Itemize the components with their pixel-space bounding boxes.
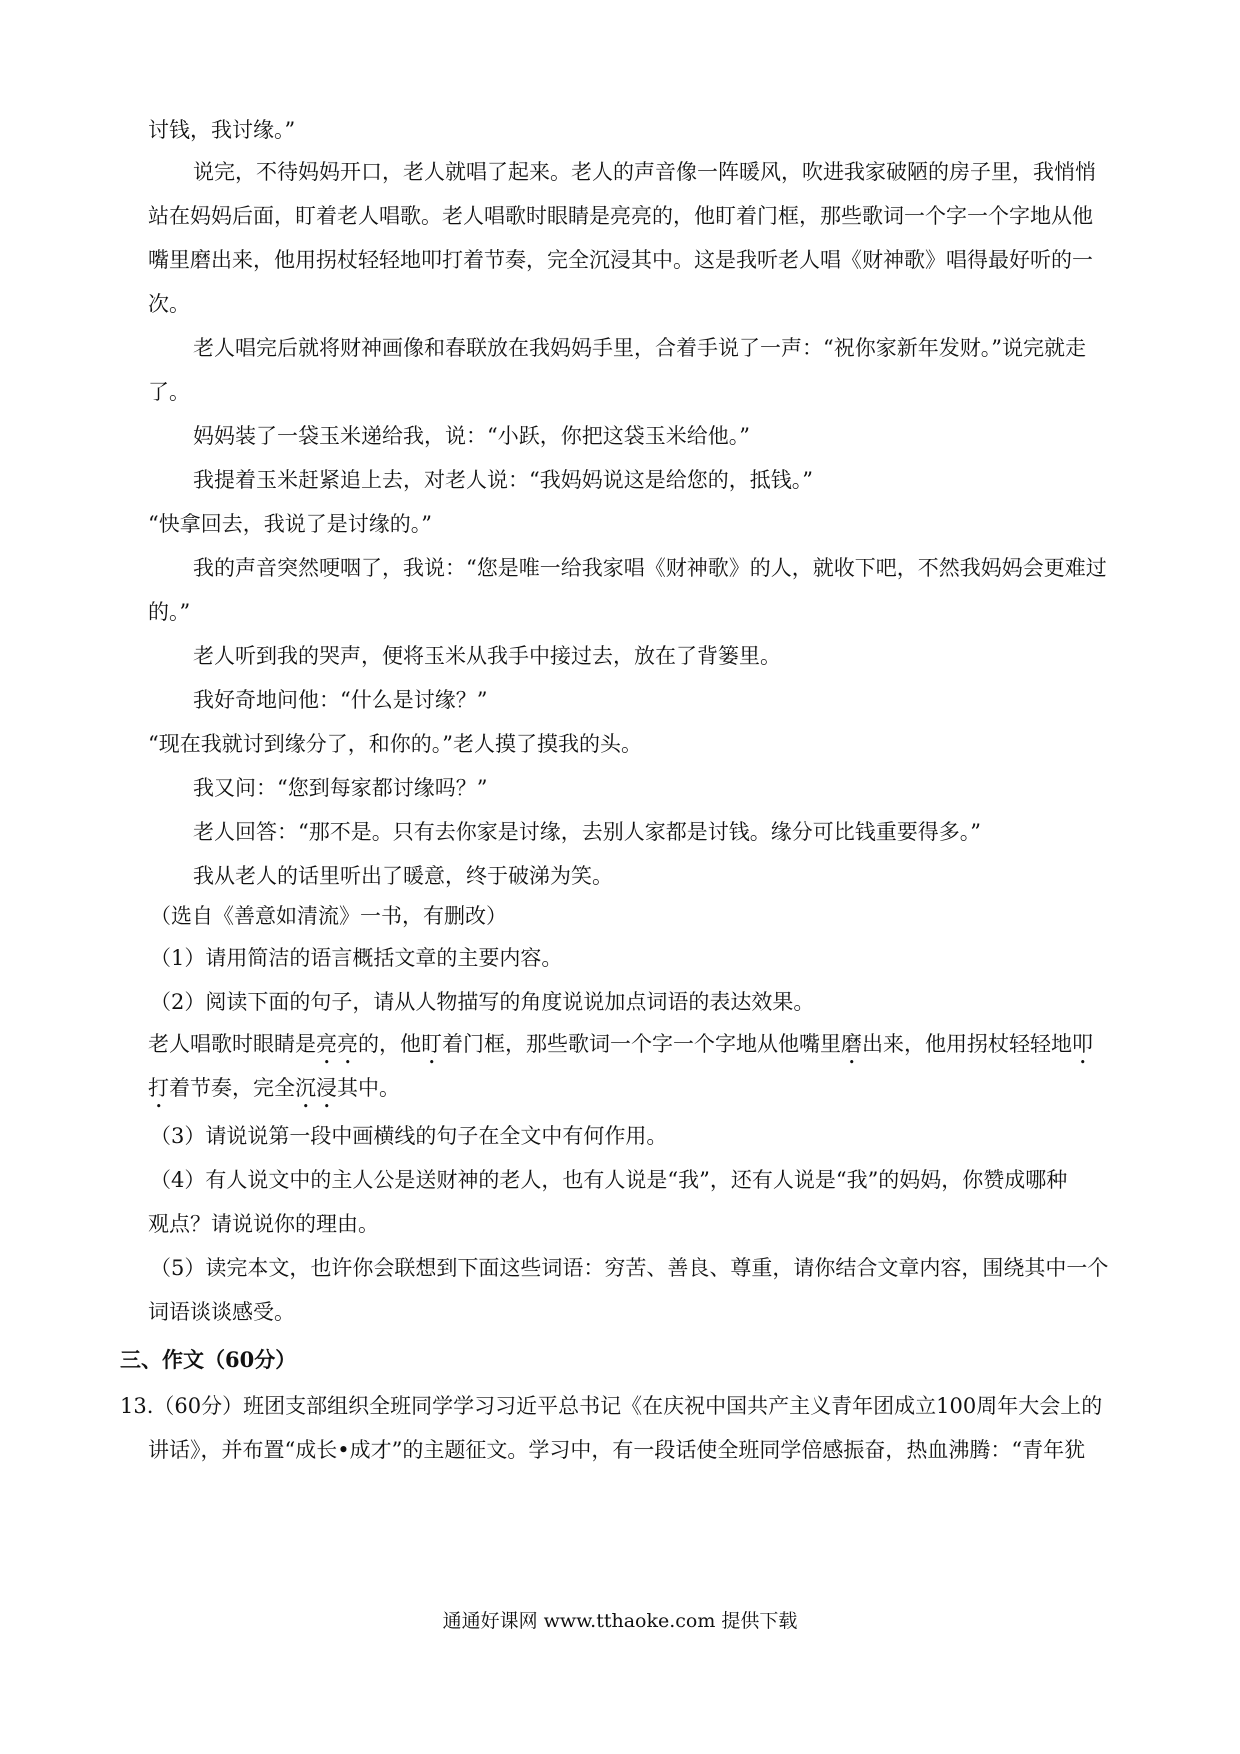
paragraph-line: 老人听到我的哭声，便将玉米从我手中接过去，放在了背篓里。 (193, 644, 781, 668)
paragraph-line: 我好奇地问他：“什么是讨缘？” (193, 688, 488, 712)
question-5: （5）读完本文，也许你会联想到下面这些词语：穷苦、善良、尊重，请你结合文章内容，围绕其中一个 (150, 1256, 1109, 1280)
emphasized-word: 打 (148, 1076, 169, 1100)
paragraph-line: 我又问：“您到每家都讨缘吗？” (193, 776, 488, 800)
paragraph-line: “快拿回去，我说了是讨缘的。” (148, 512, 432, 536)
question-2: （2）阅读下面的句子，请从人物描写的角度说说加点词语的表达效果。 (150, 990, 815, 1014)
essay-prompt-line: 13.（60分）班团支部组织全班同学学习习近平总书记《在庆祝中国共产主义青年团成立100周年大会上的 (120, 1394, 1103, 1418)
quoted-sentence-text: 其中。 (337, 1076, 400, 1100)
paragraph-line: 次。 (148, 292, 190, 316)
question-4: （4）有人说文中的主人公是送财神的老人，也有人说是“我”，还有人说是“我”的妈妈，你赞成哪种 (150, 1168, 1068, 1192)
quoted-sentence-line (148, 1030, 1093, 1069)
paragraph-line: 站在妈妈后面，盯着老人唱歌。老人唱歌时眼睛是亮亮的，他盯着门框，那些歌词一个字一个字地从他 (148, 204, 1093, 228)
question-5-continued: 词语谈谈感受。 (148, 1300, 295, 1324)
quoted-sentence-text: 老人唱歌时眼睛是 (148, 1032, 316, 1056)
section-heading: 三、作文（60分） (120, 1347, 297, 1372)
emphasized-word: 叩 (1072, 1032, 1093, 1056)
emphasized-word: 磨 (841, 1032, 862, 1056)
question-1: （1）请用简洁的语言概括文章的主要内容。 (150, 946, 563, 970)
emphasized-word: 沉浸 (295, 1076, 337, 1100)
paragraph-line: 妈妈装了一袋玉米递给我，说：“小跃，你把这袋玉米给他。” (193, 424, 750, 448)
quoted-sentence-line (148, 1074, 400, 1113)
quoted-sentence-text: 的，他 (358, 1032, 421, 1056)
quoted-sentence-text: 着门框，那些歌词一个字一个字地从他嘴里 (442, 1032, 841, 1056)
paragraph-line: 我的声音突然哽咽了，我说：“您是唯一给我家唱《财神歌》的人，就收下吧，不然我妈妈会更难过 (193, 556, 1107, 580)
paragraph-line: 我从老人的话里听出了暖意，终于破涕为笑。 (193, 864, 613, 888)
question-3: （3）请说说第一段中画横线的句子在全文中有何作用。 (150, 1124, 668, 1148)
paragraph-line: “现在我就讨到缘分了，和你的。”老人摸了摸我的头。 (148, 732, 642, 756)
quoted-sentence-text: 着节奏，完全 (169, 1076, 295, 1100)
paragraph-line: 的。” (148, 600, 191, 624)
paragraph-line: 讨钱，我讨缘。” (148, 118, 296, 142)
paragraph-line: 老人唱完后就将财神画像和春联放在我妈妈手里，合着手说了一声：“祝你家新年发财。”说完就走 (193, 336, 1086, 360)
emphasized-word: 盯 (421, 1032, 442, 1056)
paragraph-line: 我提着玉米赶紧追上去，对老人说：“我妈妈说这是给您的，抵钱。” (193, 468, 813, 492)
page-footer: 通通好课网 www.tthaoke.com 提供下载 (442, 1610, 798, 1632)
question-4-continued: 观点？请说说你的理由。 (148, 1212, 379, 1236)
paragraph-line: 说完，不待妈妈开口，老人就唱了起来。老人的声音像一阵暖风，吹进我家破陋的房子里，我悄悄 (193, 160, 1096, 184)
source-note: （选自《善意如清流》一书，有删改） (150, 904, 507, 928)
paragraph-line: 老人回答：“那不是。只有去你家是讨缘，去别人家都是讨钱。缘分可比钱重要得多。” (193, 820, 981, 844)
emphasized-word: 亮亮 (316, 1032, 358, 1056)
paragraph-line: 嘴里磨出来，他用拐杖轻轻地叩打着节奏，完全沉浸其中。这是我听老人唱《财神歌》唱得最好听的一 (148, 248, 1093, 272)
paragraph-line: 了。 (148, 380, 190, 404)
essay-prompt-line: 讲话》，并布置“成长•成才”的主题征文。学习中，有一段话使全班同学倍感振奋，热血沸腾：“青年犹 (148, 1438, 1086, 1462)
quoted-sentence-text: 出来，他用拐杖轻轻地 (862, 1032, 1072, 1056)
